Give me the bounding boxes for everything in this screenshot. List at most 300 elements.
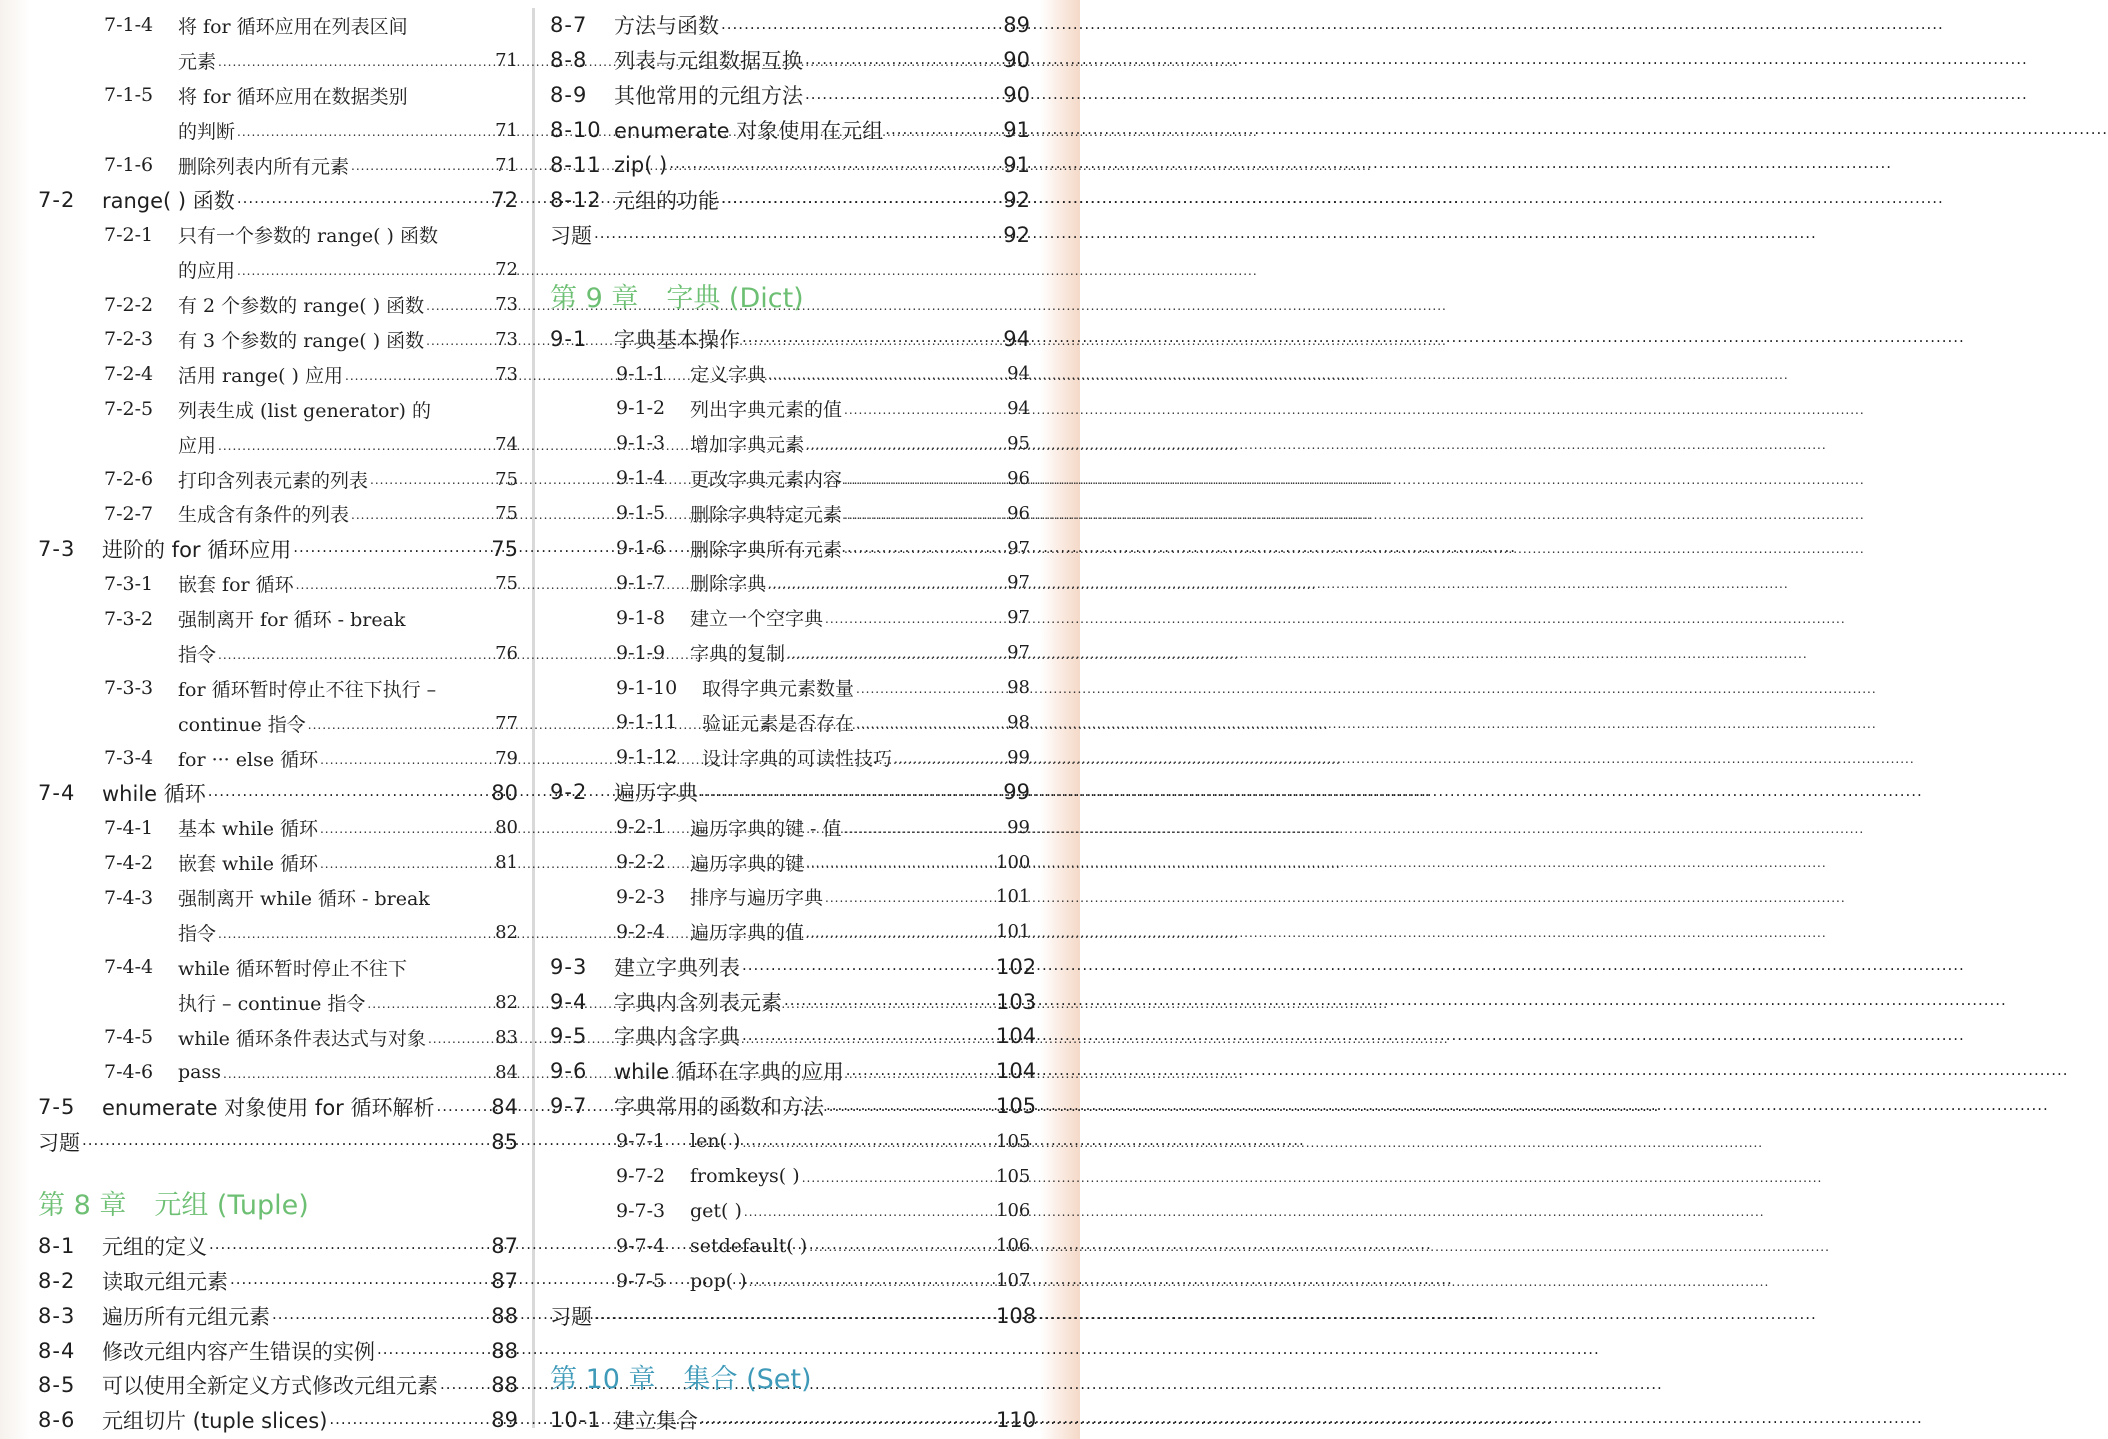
leader-dots <box>218 636 482 671</box>
toc-entry[interactable] <box>38 496 518 531</box>
section-number: 9-1-11 <box>616 711 678 734</box>
toc-entry[interactable] <box>550 113 1030 148</box>
section-number: 9-7-1 <box>616 1130 666 1153</box>
toc-entry[interactable] <box>550 705 1030 740</box>
section-number: 7-3-2 <box>104 607 154 630</box>
page-number: 91 <box>1003 118 1030 143</box>
leader-dots <box>209 1228 482 1263</box>
section-number: 9-5 <box>550 1024 588 1049</box>
section-number: 9-3 <box>550 954 588 979</box>
page-number: 84 <box>495 1061 518 1083</box>
toc-entry[interactable] <box>38 915 518 950</box>
leader-dots <box>436 1090 482 1125</box>
toc-entry[interactable] <box>38 1403 518 1438</box>
leader-dots <box>844 531 994 566</box>
section-number: 7-2-6 <box>104 468 154 491</box>
leader-dots <box>594 217 994 252</box>
page-number: 98 <box>1007 677 1030 699</box>
leader-dots <box>218 427 482 462</box>
section-number: 9-1-7 <box>616 571 666 594</box>
section-title: continue 指令 <box>178 713 306 736</box>
toc-entry[interactable] <box>550 1402 1037 1437</box>
section-number: 9-1-4 <box>616 467 666 490</box>
page-number: 81 <box>495 852 518 874</box>
page-number: 88 <box>491 1373 518 1398</box>
toc-entry[interactable] <box>550 1263 1030 1298</box>
section-number: 8-4 <box>38 1338 76 1363</box>
section-number: 9-1-6 <box>616 537 666 560</box>
page-number: 75 <box>495 503 518 525</box>
leader-dots <box>230 1263 482 1298</box>
section-title: 有 2 个参数的 range( ) 函数 <box>178 295 425 318</box>
section-number: 7-2-4 <box>104 363 154 386</box>
leader-dots <box>721 182 994 217</box>
toc-entry[interactable] <box>550 78 1030 113</box>
section-number: 9-1-10 <box>616 676 678 699</box>
chapter-number: 第 9 章 <box>550 283 639 315</box>
toc-entry[interactable] <box>550 531 1030 566</box>
section-number: 8-12 <box>550 187 602 212</box>
leader-dots <box>237 113 482 148</box>
section-title: 取得字典元素数量 <box>702 678 855 701</box>
leader-dots <box>826 1089 994 1124</box>
toc-entry[interactable] <box>38 8 518 43</box>
leader-dots <box>742 1124 994 1159</box>
section-number: 9-1-1 <box>616 362 666 385</box>
chapter-title: 元组 (Tuple) <box>154 1190 309 1222</box>
toc-entry[interactable] <box>550 635 1030 670</box>
section-title: 只有一个参数的 range( ) 函数 <box>178 225 438 248</box>
page-number: 75 <box>495 468 518 490</box>
chapter-number: 第 10 章 <box>550 1364 656 1396</box>
leader-dots <box>208 776 482 811</box>
page-number: 106 <box>996 1200 1031 1222</box>
section-number: 8-1 <box>38 1233 76 1258</box>
section-number: 9-6 <box>550 1059 588 1084</box>
section-title: 打印含列表元素的列表 <box>178 469 369 492</box>
leader-dots <box>320 741 482 776</box>
section-number: 9-2-1 <box>616 816 666 839</box>
section-number: 9-1-9 <box>616 641 666 664</box>
section-title: 遍历所有元组元素 <box>102 1304 270 1329</box>
section-title: 元素 <box>178 50 217 73</box>
section-number: 7-5 <box>38 1095 76 1120</box>
section-title: 生成含有条件的列表 <box>178 504 350 527</box>
leader-dots <box>367 985 482 1020</box>
page-number: 110 <box>996 1407 1037 1432</box>
leader-dots <box>742 1019 994 1054</box>
leader-dots <box>329 1403 482 1438</box>
page-number: 100 <box>996 851 1031 873</box>
section-number: 8-9 <box>550 83 588 108</box>
leader-dots <box>856 705 994 740</box>
section-number: 7-3 <box>38 536 76 561</box>
page-number: 80 <box>495 817 518 839</box>
toc-entry[interactable] <box>38 113 518 148</box>
leader-dots <box>218 915 482 950</box>
toc-entry[interactable] <box>38 392 518 427</box>
section-number: 8-2 <box>38 1268 76 1293</box>
leader-dots <box>370 462 482 497</box>
leader-dots <box>320 845 482 880</box>
page-number: 90 <box>1003 83 1030 108</box>
toc-entry[interactable] <box>550 1194 1030 1229</box>
toc-entry[interactable] <box>550 775 1030 810</box>
section-title: 活用 range( ) 应用 <box>178 364 343 387</box>
page-number: 76 <box>495 642 518 664</box>
toc-entry[interactable] <box>38 427 518 462</box>
page-number: 99 <box>1007 746 1030 768</box>
section-title: 可以使用全新定义方式修改元组元素 <box>102 1374 438 1399</box>
toc-entry[interactable] <box>550 217 1030 252</box>
leader-dots <box>806 426 994 461</box>
section-title: 字典内含字典 <box>614 1025 740 1050</box>
section-title: 列表与元组数据互换 <box>614 49 803 74</box>
page-number: 92 <box>1003 187 1030 212</box>
toc-entry[interactable] <box>550 1228 1030 1263</box>
section-title: 元组的功能 <box>614 188 719 213</box>
section-title: 更改字典元素内容 <box>690 468 843 491</box>
page-number: 79 <box>495 747 518 769</box>
section-number: 9-7 <box>550 1094 588 1119</box>
toc-entry[interactable] <box>550 148 1030 183</box>
page-number: 87 <box>491 1233 518 1258</box>
leader-dots <box>293 531 482 566</box>
section-title: enumerate 对象使用 for 循环解析 <box>102 1096 435 1121</box>
section-number: 9-7-2 <box>616 1165 666 1188</box>
leader-dots <box>894 740 994 775</box>
toc-entry[interactable] <box>550 8 1030 43</box>
page-number: 87 <box>491 1268 518 1293</box>
toc-entry[interactable] <box>550 1019 1037 1054</box>
leader-dots <box>825 600 994 635</box>
toc-entry[interactable] <box>550 879 1030 914</box>
toc-entry[interactable] <box>550 182 1030 217</box>
toc-entry[interactable] <box>550 914 1030 949</box>
section-number: 7-2-7 <box>104 502 154 525</box>
page-number: 106 <box>996 1235 1031 1257</box>
toc-entry[interactable] <box>38 252 518 287</box>
toc-entry[interactable] <box>38 531 518 566</box>
section-title: 删除字典所有元素 <box>690 538 843 561</box>
page-number: 97 <box>1007 572 1030 594</box>
page-number: 73 <box>495 328 518 350</box>
toc-entry[interactable] <box>38 78 518 113</box>
section-title: 字典基本操作 <box>614 327 740 352</box>
toc-entry[interactable] <box>550 1054 1037 1089</box>
section-title: 字典内含列表元素 <box>614 990 782 1015</box>
section-title: 习题 <box>550 223 592 248</box>
toc-entry[interactable] <box>550 43 1030 78</box>
section-number: 9-1 <box>550 326 588 351</box>
section-number: 9-1-5 <box>616 502 666 525</box>
toc-entry[interactable] <box>550 810 1030 845</box>
section-title: 验证元素是否存在 <box>702 712 855 735</box>
section-title: pop( ) <box>690 1269 747 1292</box>
page-number: 90 <box>1003 48 1030 73</box>
section-title: while 循环条件表达式与对象 <box>178 1027 426 1050</box>
page-number: 74 <box>495 433 518 455</box>
leader-dots <box>669 148 994 183</box>
toc-entry[interactable] <box>38 706 518 741</box>
toc-entry[interactable] <box>550 1089 1037 1124</box>
leader-dots <box>700 1402 994 1437</box>
leader-dots <box>272 1298 482 1333</box>
toc-entry[interactable] <box>38 810 518 845</box>
section-title: 排序与遍历字典 <box>690 887 824 910</box>
section-number: 7-4-2 <box>104 851 154 874</box>
toc-entry[interactable] <box>38 671 518 706</box>
section-number: 8-7 <box>550 13 588 38</box>
page-number: 94 <box>1003 326 1030 351</box>
section-number: 7-1-4 <box>104 14 154 37</box>
page-number: 82 <box>495 991 518 1013</box>
chapter-heading <box>550 1333 1030 1402</box>
leader-dots <box>744 1194 994 1229</box>
section-number: 7-2-2 <box>104 293 154 316</box>
toc-entry[interactable] <box>550 1298 1037 1333</box>
toc-entry[interactable] <box>38 1090 518 1125</box>
toc-right-column <box>550 8 1037 1437</box>
leader-dots <box>805 43 994 78</box>
toc-entry[interactable] <box>38 566 518 601</box>
page-number: 88 <box>491 1338 518 1363</box>
section-title: 读取元组元素 <box>102 1269 228 1294</box>
toc-entry[interactable] <box>550 670 1030 705</box>
toc-entry[interactable] <box>550 321 1030 356</box>
page-number: 72 <box>495 259 518 281</box>
section-number: 8-6 <box>38 1408 76 1433</box>
section-title: 强制离开 while 循环 - break <box>178 888 430 911</box>
section-title: 元组的定义 <box>102 1234 207 1259</box>
leader-dots <box>218 43 482 78</box>
toc-entry[interactable] <box>38 1298 518 1333</box>
toc-entry[interactable] <box>550 1159 1030 1194</box>
section-title: 字典常用的函数和方法 <box>614 1095 824 1120</box>
page-number: 107 <box>996 1270 1031 1292</box>
toc-entry[interactable] <box>38 148 518 183</box>
section-title: 其他常用的元组方法 <box>614 84 803 109</box>
toc-entry[interactable] <box>38 43 518 78</box>
section-number: 9-2-2 <box>616 851 666 874</box>
toc-entry[interactable] <box>38 462 518 497</box>
chapter-title: 集合 (Set) <box>683 1364 812 1396</box>
section-title: 指令 <box>178 643 217 666</box>
section-title: 嵌套 while 循环 <box>178 853 318 876</box>
leader-dots <box>749 1263 994 1298</box>
page-number: 72 <box>491 187 518 212</box>
page-number: 80 <box>491 781 518 806</box>
toc-entry[interactable] <box>550 845 1030 880</box>
toc-entry[interactable] <box>38 776 518 811</box>
leader-dots <box>82 1125 482 1160</box>
toc-entry[interactable] <box>550 565 1030 600</box>
page-number: 102 <box>996 954 1037 979</box>
section-number: 9-7-5 <box>616 1269 666 1292</box>
leader-dots <box>377 1333 482 1368</box>
leader-dots <box>806 845 994 880</box>
toc-entry[interactable] <box>550 461 1030 496</box>
section-number: 7-3-3 <box>104 677 154 700</box>
page-number: 104 <box>996 1024 1037 1049</box>
toc-entry[interactable] <box>550 496 1030 531</box>
section-number: 9-1-12 <box>616 746 678 769</box>
section-title: range( ) 函数 <box>102 188 235 213</box>
page-number: 84 <box>491 1095 518 1120</box>
section-title: 建立集合 <box>614 1408 698 1433</box>
section-number: 8-3 <box>38 1303 76 1328</box>
section-number: 7-4-4 <box>104 956 154 979</box>
toc-entry[interactable] <box>38 985 518 1020</box>
leader-dots <box>825 879 994 914</box>
page-number: 97 <box>1007 537 1030 559</box>
section-title: 应用 <box>178 434 217 457</box>
page-number: 82 <box>495 922 518 944</box>
toc-entry[interactable] <box>550 984 1037 1019</box>
section-title: 元组切片 (tuple slices) <box>102 1409 328 1434</box>
toc-entry[interactable] <box>38 217 518 252</box>
section-title: 遍历字典的值 <box>690 922 805 945</box>
page-number: 108 <box>996 1303 1037 1328</box>
leader-dots <box>237 252 482 287</box>
section-number: 8-8 <box>550 48 588 73</box>
leader-dots <box>594 1298 994 1333</box>
page-number: 96 <box>1007 502 1030 524</box>
leader-dots <box>885 113 994 148</box>
section-title: 将 for 循环应用在列表区间 <box>178 15 408 38</box>
section-number: 8-10 <box>550 118 602 143</box>
section-title: while 循环 <box>102 782 206 807</box>
page-number: 99 <box>1007 816 1030 838</box>
leader-dots <box>856 670 994 705</box>
toc-entry[interactable] <box>38 357 518 392</box>
toc-entry[interactable] <box>38 1125 518 1160</box>
section-title: 基本 while 循环 <box>178 818 318 841</box>
chapter-heading <box>550 252 1030 321</box>
leader-dots <box>742 949 994 984</box>
chapter-number: 第 8 章 <box>38 1190 127 1222</box>
section-title: 将 for 循环应用在数据类别 <box>178 85 408 108</box>
toc-entry[interactable] <box>38 1263 518 1298</box>
section-title: 的判断 <box>178 120 236 143</box>
toc-entry[interactable] <box>38 845 518 880</box>
leader-dots <box>428 1020 482 1055</box>
section-title: 指令 <box>178 923 217 946</box>
toc-entry[interactable] <box>38 636 518 671</box>
page-number: 91 <box>1003 153 1030 177</box>
toc-entry[interactable] <box>38 322 518 357</box>
page-number: 95 <box>1007 432 1030 454</box>
section-number: 7-4 <box>38 781 76 806</box>
toc-entry[interactable] <box>38 182 518 217</box>
section-title: 字典的复制 <box>690 643 786 666</box>
section-number: 9-7-4 <box>616 1234 666 1257</box>
page-number: 105 <box>996 1094 1037 1119</box>
leader-dots <box>721 8 994 43</box>
toc-entry[interactable] <box>38 601 518 636</box>
leader-dots <box>802 1159 994 1194</box>
toc-entry[interactable] <box>38 1228 518 1263</box>
page-number: 71 <box>495 49 518 71</box>
toc-entry[interactable] <box>550 740 1030 775</box>
section-title: for 循环暂时停止不往下执行 – <box>178 678 437 701</box>
leader-dots <box>805 78 994 113</box>
section-number: 9-1-2 <box>616 397 666 420</box>
page-number: 71 <box>495 154 518 176</box>
leader-dots <box>784 984 994 1019</box>
section-number: 7-3-1 <box>104 572 154 595</box>
toc-entry[interactable] <box>550 426 1030 461</box>
section-title: 遍历字典的键 <box>690 852 805 875</box>
toc-entry[interactable] <box>550 1124 1030 1159</box>
section-title: 的应用 <box>178 260 236 283</box>
leader-dots <box>351 496 482 531</box>
section-number: 7-4-3 <box>104 886 154 909</box>
section-title: 列出字典元素的值 <box>690 398 843 421</box>
leader-dots <box>351 148 482 183</box>
toc-entry[interactable] <box>38 1020 518 1055</box>
page-number: 94 <box>1007 397 1030 419</box>
page-number: 73 <box>495 294 518 316</box>
leader-dots <box>426 287 482 322</box>
toc-entry[interactable] <box>38 287 518 322</box>
leader-dots <box>223 1055 482 1090</box>
page-number: 83 <box>495 1026 518 1048</box>
leader-dots <box>345 357 482 392</box>
section-number: 9-4 <box>550 989 588 1014</box>
section-number: 8-5 <box>38 1373 76 1398</box>
page-number: 94 <box>1007 363 1030 385</box>
section-number: 7-2-3 <box>104 328 154 351</box>
section-title: 删除列表内所有元素 <box>178 155 350 178</box>
page-number: 75 <box>491 536 518 561</box>
section-number: 9-1-8 <box>616 606 666 629</box>
section-title: 建立字典列表 <box>614 955 740 980</box>
toc-entry[interactable] <box>38 880 518 915</box>
section-title: fromkeys( ) <box>690 1165 800 1188</box>
section-number: 7-2-1 <box>104 223 154 246</box>
toc-entry[interactable] <box>550 391 1030 426</box>
leader-dots <box>768 565 994 600</box>
page-number: 105 <box>996 1165 1031 1187</box>
toc-entry[interactable] <box>38 1368 518 1403</box>
leader-dots <box>844 810 995 845</box>
section-title: zip( ) <box>614 153 668 177</box>
section-number: 7-1-5 <box>104 84 154 107</box>
section-number: 7-3-4 <box>104 747 154 770</box>
toc-entry[interactable] <box>38 1055 518 1090</box>
toc-entry[interactable] <box>550 600 1030 635</box>
toc-entry[interactable] <box>38 741 518 776</box>
toc-entry[interactable] <box>38 1333 518 1368</box>
page-number: 96 <box>1007 467 1030 489</box>
section-title: pass <box>178 1061 221 1084</box>
section-title: 执行 – continue 指令 <box>178 992 366 1015</box>
section-number: 7-1-6 <box>104 154 154 176</box>
toc-entry[interactable] <box>550 356 1030 391</box>
leader-dots <box>787 635 994 670</box>
section-number: 7-4-1 <box>104 816 154 839</box>
section-title: while 循环暂时停止不往下 <box>178 957 407 980</box>
leader-dots <box>296 566 482 601</box>
section-title: 设计字典的可读性技巧 <box>702 747 893 770</box>
page-number: 89 <box>491 1408 518 1433</box>
toc-entry[interactable] <box>38 950 518 985</box>
section-number: 10-1 <box>550 1407 602 1432</box>
page-number: 97 <box>1007 642 1030 664</box>
page-number: 88 <box>491 1303 518 1328</box>
toc-entry[interactable] <box>550 949 1037 984</box>
